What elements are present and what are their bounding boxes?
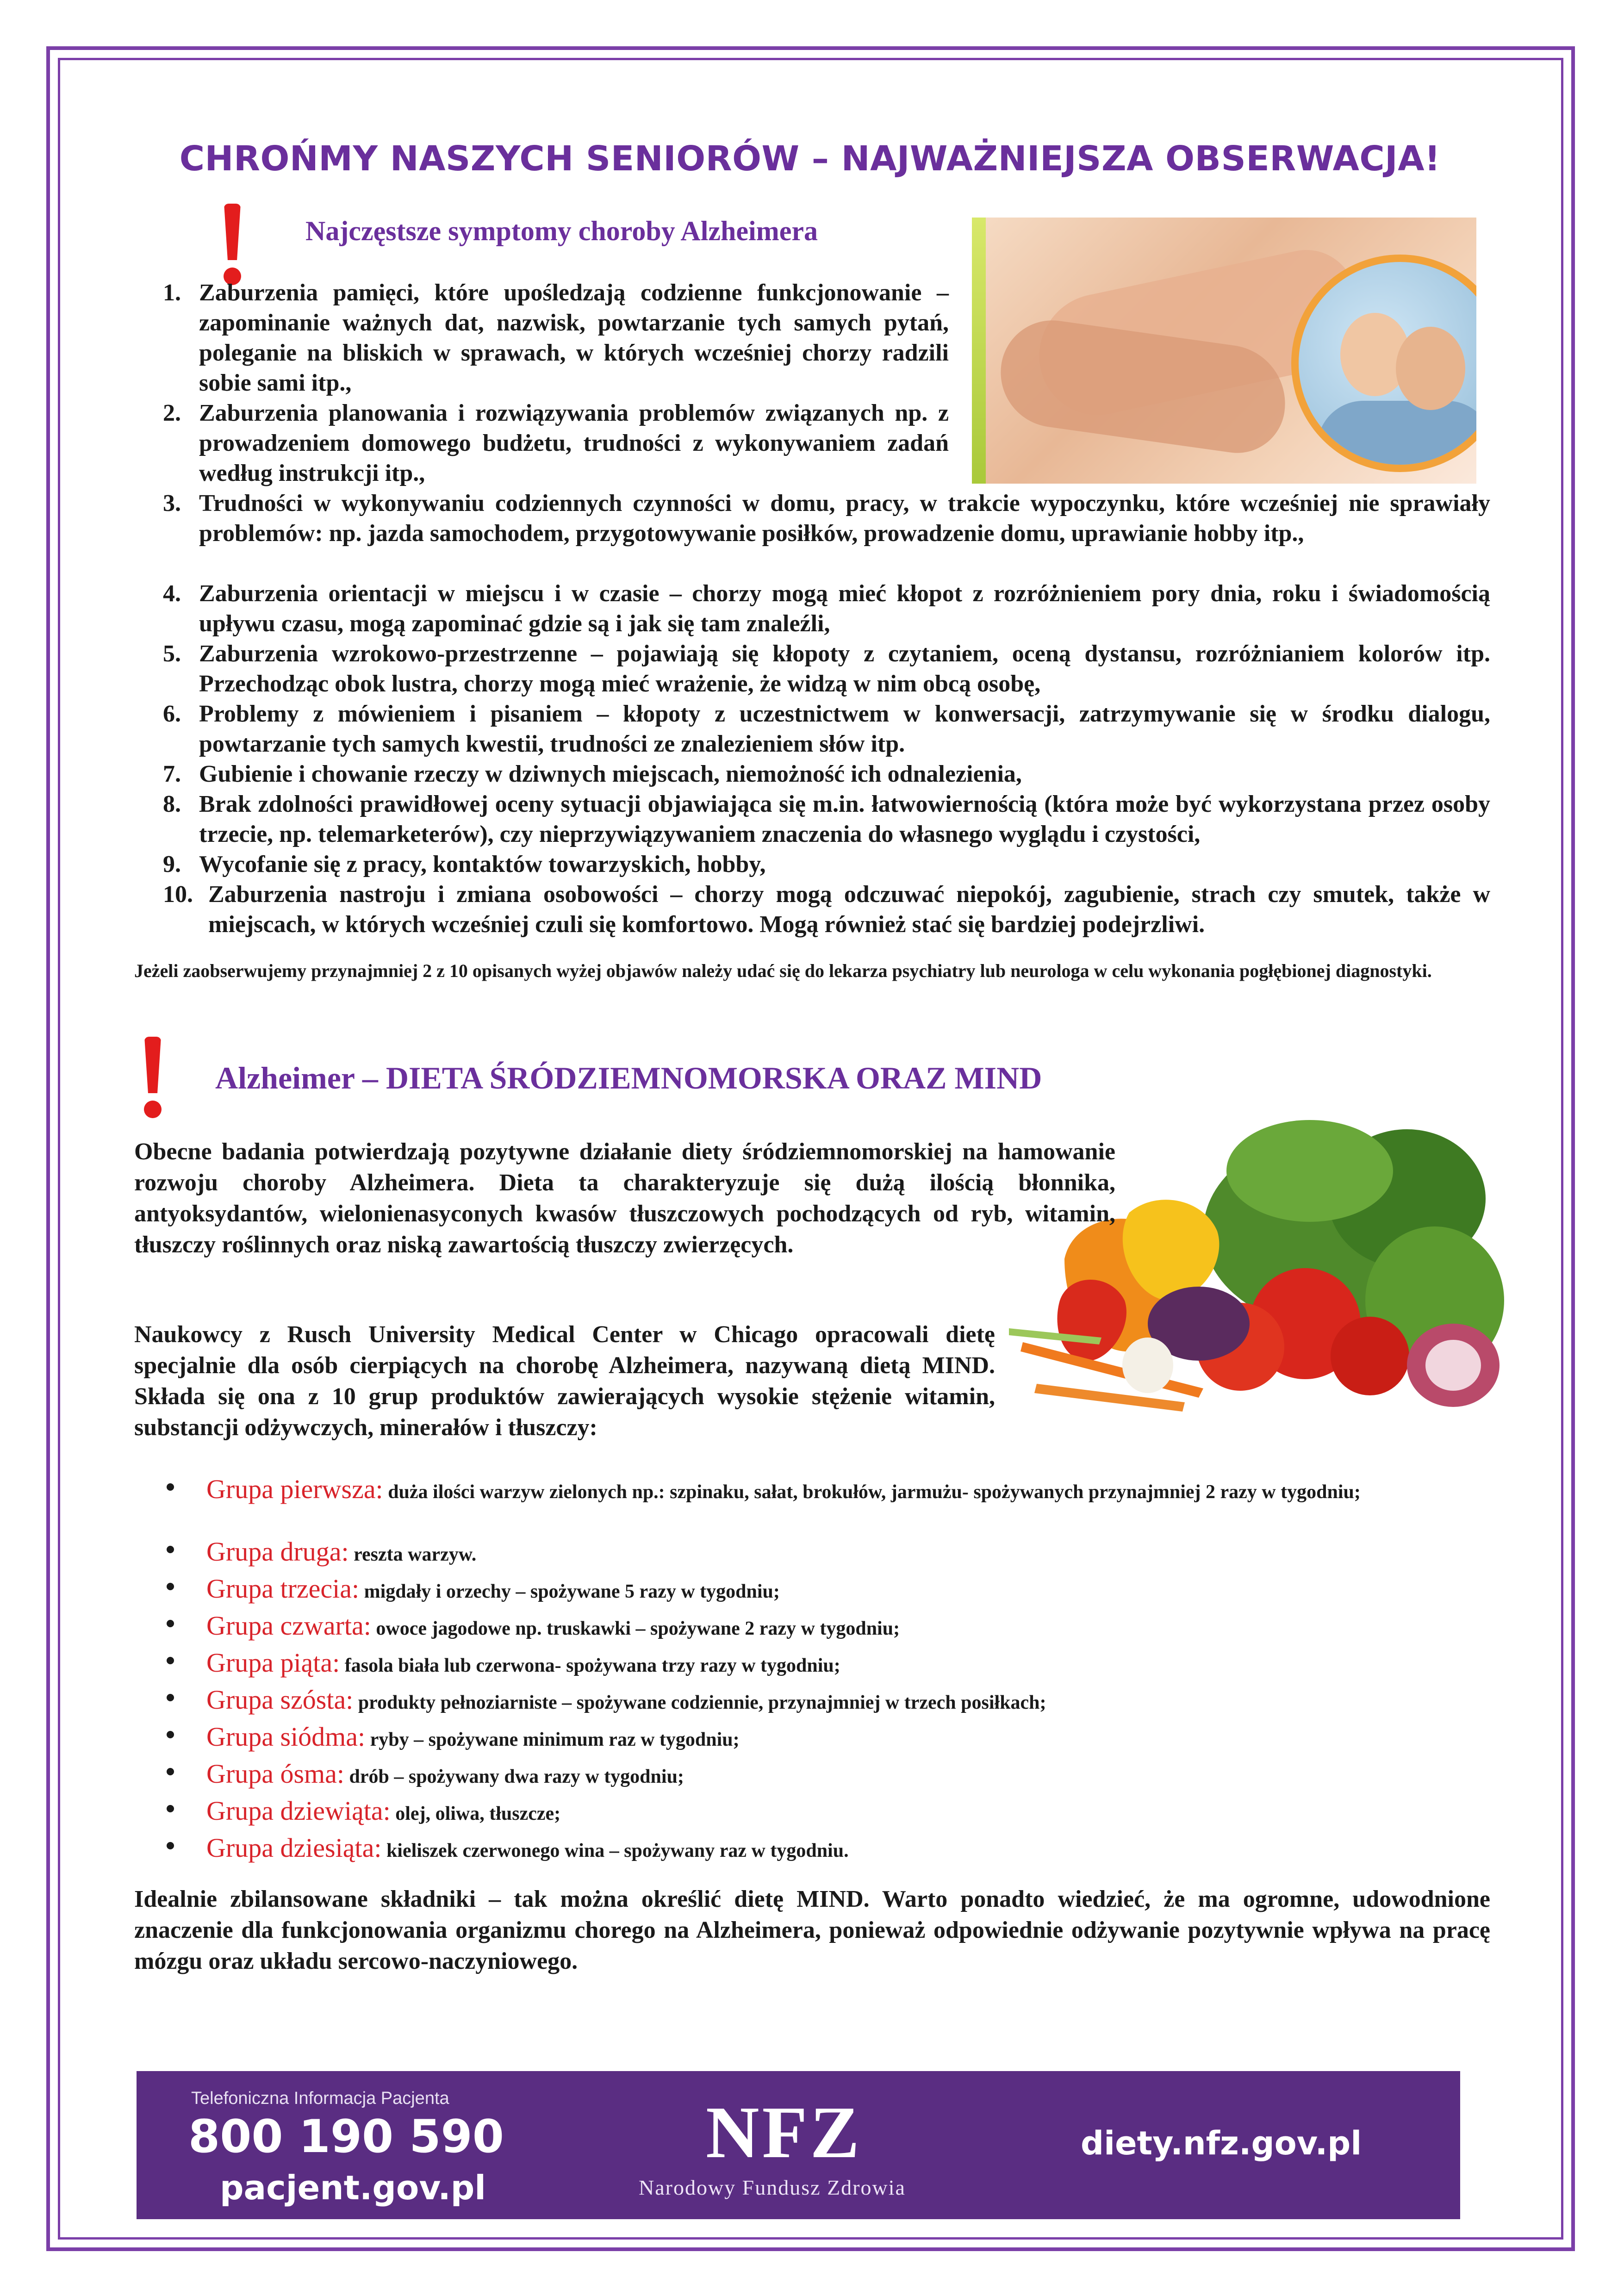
diet-site-link[interactable]: diety.nfz.gov.pl [1081,2124,1362,2162]
bullet-icon [167,1657,174,1664]
list-number: 6. [163,701,181,727]
list-number: 10. [163,881,193,908]
group-description: drób – spożywany dwa razy w tygodniu; [344,1766,684,1787]
list-item: Wycofanie się z pracy, kontaktów towarzyskich, hobby, [199,851,766,877]
list-item [167,1796,1495,1826]
group-name: Grupa szósta: [206,1685,354,1715]
page-title: CHROŃMY NASZYCH SENIORÓW – NAJWAŻNIEJSZA OBSERWACJA! [179,139,1441,179]
list-number: 4. [163,580,181,607]
patient-hotline-number[interactable]: 800 190 590 [188,2110,504,2163]
list-number: 3. [163,490,181,516]
list-item: Brak zdolności prawidłowej oceny sytuacji objawiająca się m.in. łatwowiernością (która może być wykorzystana przez osoby trzecie, np. telemarketerów), czy nieprzywiązywaniem znaczenia do własnego wyglądu i czystości, [199,791,1490,847]
section-symptoms-title: Najczęstsze symptomy choroby Alzheimera [305,216,818,246]
list-number: 8. [163,791,181,817]
list-item [167,1685,1495,1715]
group-name: Grupa pierwsza: [206,1474,383,1504]
nfz-logo-subtitle: Narodowy Fundusz Zdrowia [639,2176,906,2199]
list-item: Zaburzenia pamięci, które upośledzają codzienne funkcjonowanie – zapominanie ważnych dat, nazwisk, powtarzanie tych samych pytań, poleganie na bliskich w sprawach, w których wcześniej chorzy radzili sobie sami itp., [199,280,949,396]
group-name: Grupa piąta: [206,1648,340,1678]
exclamation-icon [139,1037,167,1125]
list-item [167,1537,1495,1567]
nfz-logo: NFZ [706,2091,862,2173]
list-item [167,1474,1495,1534]
list-item [167,1759,1495,1789]
group-description: kieliszek czerwonego wina – spożywany raz w tygodniu. [381,1840,849,1861]
list-item [167,1648,1495,1678]
group-name: Grupa siódma: [206,1722,366,1752]
list-item: Trudności w wykonywaniu codziennych czynności w domu, pracy, w trakcie wypoczynku, które wcześniej nie sprawiały problemów: np. jazda samochodem, przygotowywanie posiłków, prowadzenie domu, uprawianie hobby itp., [199,490,1490,547]
group-description: olej, oliwa, tłuszcze; [390,1803,561,1824]
group-description: owoce jagodowe np. truskawki – spożywane 2 razy w tygodniu; [371,1618,900,1639]
list-number: 9. [163,851,181,877]
list-item: Zaburzenia orientacji w miejscu i w czasie – chorzy mogą mieć kłopot z rozróżnieniem pory dnia, roku i świadomością upływu czasu, mogą zapominać gdzie są i jak się tam znaleźli, [199,580,1490,637]
bullet-icon [167,1731,174,1738]
list-item: Zaburzenia wzrokowo-przestrzenne – pojawiają się kłopoty z czytaniem, oceną dystansu, rozróżnianiem kolorów itp. Przechodząc obok lustra, chorzy mogą mieć wrażenie, że widzą w nim obcą osobę, [199,641,1490,697]
bullet-icon [167,1805,174,1812]
bullet-icon [167,1842,174,1849]
diet-paragraph-2: Naukowcy z Rusch University Medical Center w Chicago opracowali dietę specjalnie dla osób cierpiących na chorobę Alzheimera, nazywaną dietą MIND. Składa się ona z 10 grup produktów zawierających wysokie stężenie witamin, substancji odżywczych, minerałów i tłuszczy: [134,1321,995,1441]
section-diet-title: Alzheimer – DIETA ŚRÓDZIEMNOMORSKA ORAZ MIND [215,1060,1042,1095]
closing-paragraph: Idealnie zbilansowane składniki – tak można określić dietę MIND. Warto ponadto wiedzieć, że ma ogromne, udowodnione znaczenie dla funkcjonowania organizmu chorego na Alzheimera, ponieważ odpowiednie odżywanie pozytywnie wpływa na pracę mózgu oraz układu sercowo-naczyniowego. [134,1886,1490,1974]
list-number: 7. [163,761,181,787]
group-description: produkty pełnoziarniste – spożywane codziennie, przynajmniej w trzech posiłkach; [353,1692,1046,1713]
list-item [167,1574,1495,1604]
list-item: Zaburzenia nastroju i zmiana osobowości – chorzy mogą odczuwać niepokój, zagubienie, strach czy smutek, także w miejscach, w których wcześniej czuli się komfortowo. Mogą również stać się bardziej podejrzliwi. [208,881,1490,938]
group-name: Grupa dziewiąta: [206,1796,391,1826]
footer-banner [137,2071,1460,2219]
list-item [167,1611,1495,1641]
list-item: Gubienie i chowanie rzeczy w dziwnych miejscach, niemożność ich odnalezienia, [199,761,1022,787]
group-description: migdały i orzechy – spożywane 5 razy w tygodniu; [359,1581,780,1602]
group-name: Grupa ósma: [206,1759,344,1789]
bullet-icon [167,1768,174,1775]
group-description: reszta warzyw. [348,1544,477,1565]
list-number: 5. [163,641,181,667]
group-name: Grupa druga: [206,1537,349,1567]
diet-paragraph-1: Obecne badania potwierdzają pozytywne działanie diety śródziemnomorskiej na hamowanie rozwoju choroby Alzheimera. Dieta ta charakteryzuje się dużą ilością błonnika, antyoksydantów, wielonienasyconych kwasów tłuszczowych pochodzących od ryb, witamin, tłuszczy roślinnych oraz niską zawartością tłuszczy zwierzęcych. [134,1139,1115,1258]
group-name: Grupa dziesiąta: [206,1833,382,1863]
bullet-icon [167,1583,174,1590]
bullet-icon [167,1546,174,1553]
patient-site-link[interactable]: pacjent.gov.pl [220,2168,486,2207]
list-number: 1. [163,280,181,306]
group-description: duża ilości warzyw zielonych np.: szpinaku, sałat, brokułów, jarmużu- spożywanych przynajmniej 2 razy w tygodniu; [383,1481,1361,1503]
patient-info-label: Telefoniczna Informacja Pacjenta [191,2089,449,2108]
group-description: ryby – spożywane minimum raz w tygodniu; [365,1729,740,1750]
list-item: Zaburzenia planowania i rozwiązywania problemów związanych np. z prowadzeniem domowego budżetu, trudności z wykonywaniem zadań według instrukcji itp., [199,400,949,486]
list-number: 2. [163,400,181,426]
seniors-hands-photo [972,218,1476,484]
bullet-icon [167,1620,174,1627]
bullet-icon [167,1694,174,1701]
group-name: Grupa trzecia: [206,1574,360,1604]
group-name: Grupa czwarta: [206,1611,371,1641]
list-item [167,1722,1495,1752]
diagnosis-note: Jeżeli zaobserwujemy przynajmniej 2 z 10 opisanych wyżej objawów należy udać się do lekarza psychiatry lub neurologa w celu wykonania pogłębionej diagnostyki. [134,960,1432,981]
bullet-icon [167,1483,174,1491]
group-description: fasola biała lub czerwona- spożywana trzy razy w tygodniu; [340,1655,840,1676]
list-item: Problemy z mówieniem i pisaniem – kłopoty z uczestnictwem w konwersacji, zatrzymywanie się w środku dialogu, powtarzanie tych samych kwestii, trudności ze znalezieniem słów itp. [199,701,1490,757]
list-item [167,1833,1495,1863]
